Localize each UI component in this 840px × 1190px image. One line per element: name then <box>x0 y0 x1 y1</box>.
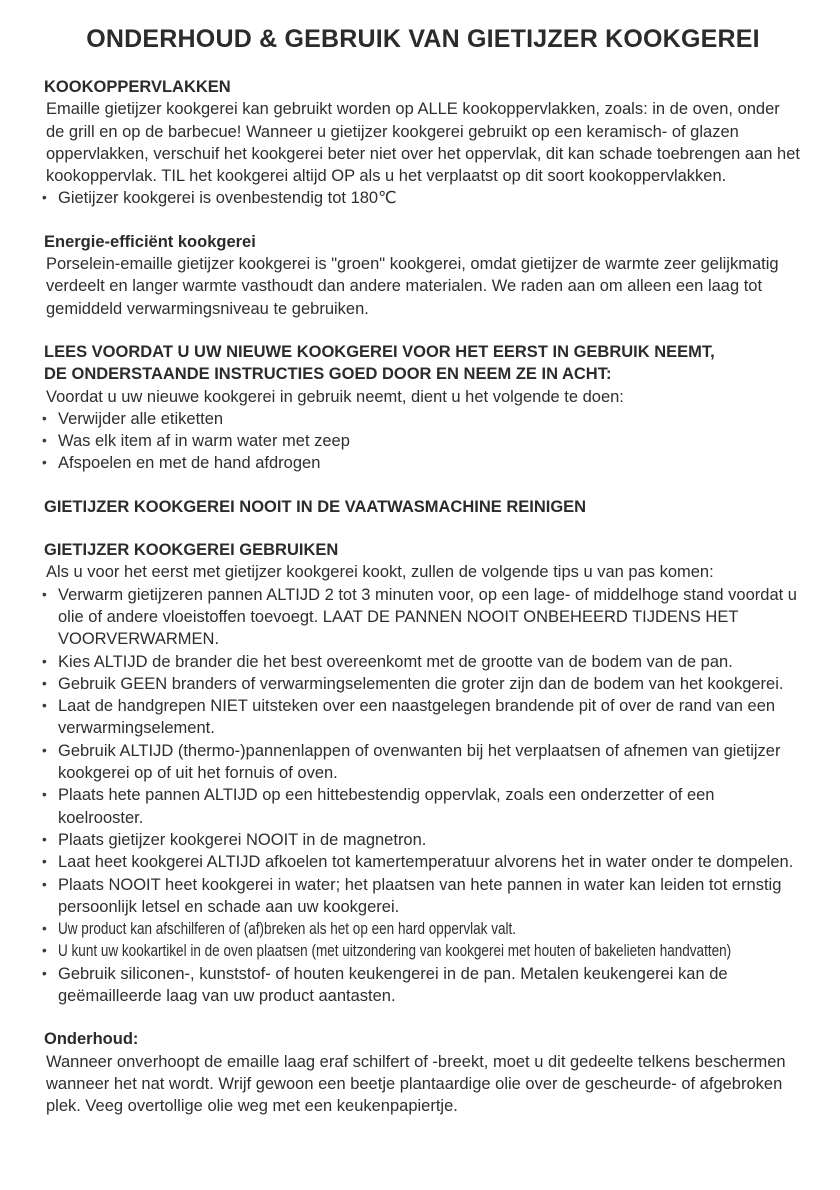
bullet-item <box>44 452 802 474</box>
bullet-item <box>44 874 802 919</box>
bullet-item <box>44 851 802 873</box>
bullet-text: Plaats gietijzer kookgerei NOOIT in de magnetron. <box>58 830 427 849</box>
section-lees-voordat <box>44 341 802 475</box>
section-heading <box>44 341 802 386</box>
section-paragraph: Als u voor het eerst met gietijzer kookgerei kookt, zullen de volgende tips u van pas komen: <box>46 563 714 582</box>
section-heading: Onderhoud: <box>44 1030 139 1049</box>
bullet-item <box>44 673 802 695</box>
bullet-item <box>44 651 802 673</box>
bullet-list <box>44 408 802 475</box>
bullet-item <box>44 940 802 962</box>
section-heading-line: DE ONDERSTAANDE INSTRUCTIES GOED DOOR EN NEEM ZE IN ACHT: <box>44 365 612 384</box>
section-paragraph: Emaille gietijzer kookgerei kan gebruikt worden op ALLE kookoppervlakken, zoals: in de oven, onder de grill en op de barbecue! Wanneer u gietijzer kookgerei gebruikt op een keramisch- of glazen oppervlakken, verschuif het kookgerei beter niet over het oppervlak, dit kan schade toebrengen aan het kookoppervlak. TIL het kookgerei altijd OP als u het verplaatst op dit soort kookoppervlakken. <box>46 100 800 186</box>
bullet-item <box>44 187 802 209</box>
section-paragraph: Porselein-emaille gietijzer kookgerei is "groen" kookgerei, omdat gietijzer de warmte zeer gelijkmatig verdeelt en langer warmte vasthoudt dan andere materialen. We raden aan om alleen een laag tot gemiddeld verwarmingsniveau te gebruiken. <box>46 255 779 318</box>
bullet-item <box>44 918 802 940</box>
bullet-item <box>44 430 802 452</box>
bullet-list <box>44 187 802 209</box>
bullet-text: Laat heet kookgerei ALTIJD afkoelen tot kamertemperatuur alvorens het in water onder te dompelen. <box>58 853 794 872</box>
bullet-text: U kunt uw kookartikel in de oven plaatsen (met uitzondering van kookgerei met houten of bakelieten handvatten) <box>58 942 732 961</box>
bullet-text: Verwarm gietijzeren pannen ALTIJD 2 tot 3 minuten voor, op een lage- of middelhoge stand voordat u olie of andere vloeistoffen toevoegt. LAAT DE PANNEN NOOIT ONBEHEERD TIJDENS HET VOORVERWARMEN. <box>58 585 797 649</box>
section-heading-line: LEES VOORDAT U UW NIEUWE KOOKGEREI VOOR HET EERST IN GEBRUIK NEEMT, <box>44 342 715 361</box>
bullet-text: Afspoelen en met de hand afdrogen <box>58 454 321 473</box>
section-paragraph: Voordat u uw nieuwe kookgerei in gebruik neemt, dient u het volgende te doen: <box>46 387 624 406</box>
bullet-text: Was elk item af in warm water met zeep <box>58 432 350 451</box>
section-gebruiken <box>44 539 802 1007</box>
section-paragraph: Wanneer onverhoopt de emaille laag eraf schilfert of -breekt, moet u dit gedeelte telkens beschermen wanneer het nat wordt. Wrijf gewoon een beetje plantaardige olie over de gescheurde- of afgebroken plek. Veeg overtollige olie weg met een keukenpapiertje. <box>46 1052 786 1116</box>
bullet-list <box>44 584 802 1008</box>
bullet-text: Plaats hete pannen ALTIJD op een hittebestendig oppervlak, zoals een onderzetter of een koelrooster. <box>58 786 715 827</box>
section-vaatwasmachine <box>44 496 802 518</box>
bullet-item <box>44 408 802 430</box>
section-onderhoud <box>44 1028 802 1117</box>
bullet-text: Gebruik ALTIJD (thermo-)pannenlappen of ovenwanten bij het verplaatsen of afnemen van gietijzer kookgerei op of uit het fornuis of oven. <box>58 741 781 783</box>
bullet-text: Gietijzer kookgerei is ovenbestendig tot 180℃ <box>58 189 397 208</box>
bullet-item <box>44 784 802 829</box>
section-heading: KOOKOPPERVLAKKEN <box>44 78 231 96</box>
bullet-text: Kies ALTIJD de brander die het best overeenkomt met de grootte van de bodem van de pan. <box>58 652 733 671</box>
bullet-text: Uw product kan afschilferen of (af)breken als het op een hard oppervlak valt. <box>58 920 517 939</box>
section-heading: GIETIJZER KOOKGEREI NOOIT IN DE VAATWASMACHINE REINIGEN <box>44 497 587 516</box>
document-title: ONDERHOUD & GEBRUIK VAN GIETIJZER KOOKGEREI <box>86 25 760 53</box>
bullet-item <box>44 829 802 851</box>
bullet-item <box>44 963 802 1008</box>
section-heading: Energie-efficiënt kookgerei <box>44 232 256 251</box>
bullet-text: Plaats NOOIT heet kookgerei in water; het plaatsen van hete pannen in water kan leiden tot ernstig persoonlijk letsel en schade aan uw kookgerei. <box>58 875 782 916</box>
bullet-item <box>44 695 802 740</box>
section-kookoppervlakken <box>44 76 802 210</box>
section-energie-efficient <box>44 231 802 320</box>
section-heading: GIETIJZER KOOKGEREI GEBRUIKEN <box>44 541 339 560</box>
bullet-item <box>44 584 802 651</box>
bullet-item <box>44 740 802 785</box>
bullet-text: Gebruik siliconen-, kunststof- of houten keukengerei in de pan. Metalen keukengerei kan de geëmailleerde laag van uw product aantasten. <box>58 964 728 1005</box>
document-sections <box>44 76 802 1117</box>
bullet-text: Laat de handgrepen NIET uitsteken over een naastgelegen brandende pit of over de rand van een verwarmingselement. <box>58 697 776 738</box>
bullet-text: Gebruik GEEN branders of verwarmingselementen die groter zijn dan de bodem van het kookgerei. <box>58 674 784 693</box>
bullet-text: Verwijder alle etiketten <box>58 409 224 428</box>
